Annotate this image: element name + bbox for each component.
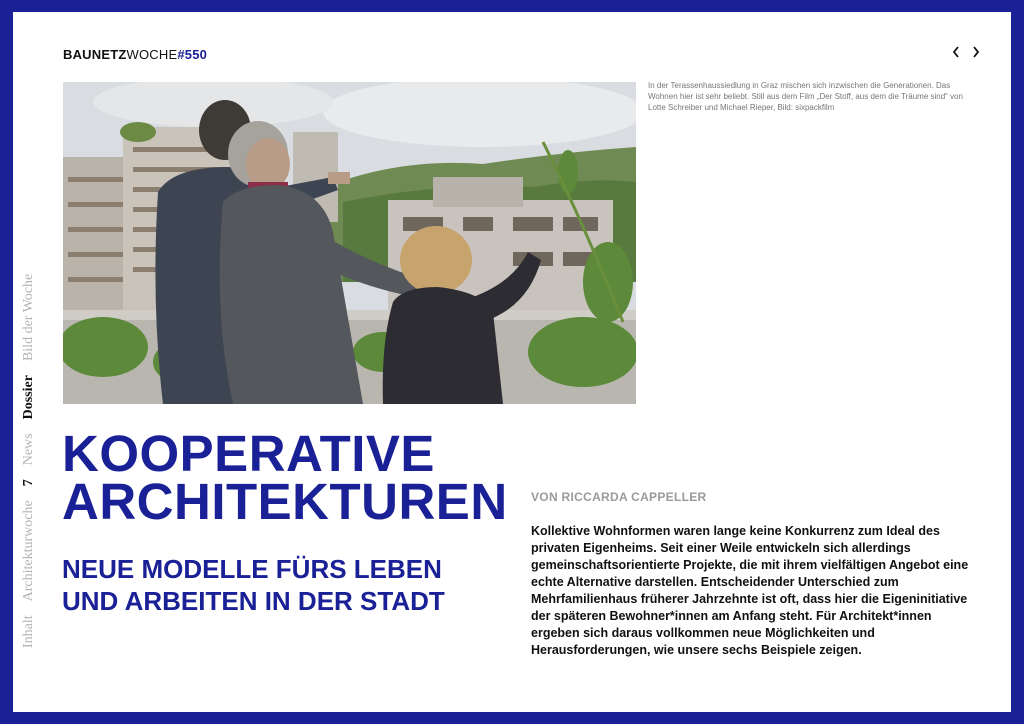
sidenav-item-architekturwoche[interactable]: Architekturwoche (21, 500, 36, 602)
article-subtitle (62, 553, 522, 617)
sidenav-item-number[interactable]: 7 (21, 479, 36, 487)
article-title-line-2: ARCHITEKTUREN (62, 473, 508, 530)
chevron-right-icon (971, 45, 981, 59)
page (13, 12, 1011, 712)
sidenav-item-bild-der-woche[interactable]: Bild der Woche (21, 273, 36, 362)
next-page-button[interactable] (968, 43, 984, 61)
article-title-line-1: KOOPERATIVE (62, 425, 435, 482)
article-subtitle-line-1: NEUE MODELLE FÜRS LEBEN (62, 554, 442, 584)
article-author: VON RICCARDA CAPPELLER (531, 490, 707, 504)
photo-caption: In der Terassenhaussiedlung in Graz mischen sich inzwischen die Generationen. Das Wohnen hier ist sehr beliebt. Still aus dem Film „Der Stoff, aus dem die Träume sind“ von Lotte Schreiber und Michael Rieper, Bild: sixpackfilm (648, 81, 963, 112)
brand-part-2: WOCHE (126, 47, 178, 62)
page-navigation (948, 43, 984, 61)
article-subtitle-line-2: UND ARBEITEN IN DER STADT (62, 586, 445, 616)
chevron-left-icon (951, 45, 961, 59)
issue-number: #550 (177, 47, 208, 62)
article-lead: Kollektive Wohnformen waren lange keine Konkurrenz zum Ideal des privaten Eigenheims. Seit einer Weile entwickeln sich allerdings gemeinschaftsorientierte Projekte, die mit ihrem vielfältigen Angebot eine echte Alternative darstellen. Entscheidender Unterschied zum Mehrfamilienhaus früherer Jahrzehnte ist oft, dass hier die Eigeninitiative der späteren Bewohner*innen am Anfang steht. Für Architekt*innen ergeben sich daraus vollkommen neue Möglichkeiten und Herausforderungen, wie unsere sechs Beispiele zeigen. (531, 524, 969, 657)
hero-photo-illustration (63, 82, 636, 404)
sidenav-item-inhalt[interactable]: Inhalt (21, 615, 36, 648)
sidenav-item-dossier[interactable]: Dossier (21, 375, 36, 420)
prev-page-button[interactable] (948, 43, 964, 61)
article-title (62, 425, 542, 530)
sidenav-item-news[interactable]: News (21, 433, 36, 466)
brand-logo[interactable] (63, 47, 207, 62)
side-navigation (21, 274, 37, 648)
brand-part-1: BAUNETZ (63, 47, 127, 62)
hero-photo (63, 82, 636, 404)
